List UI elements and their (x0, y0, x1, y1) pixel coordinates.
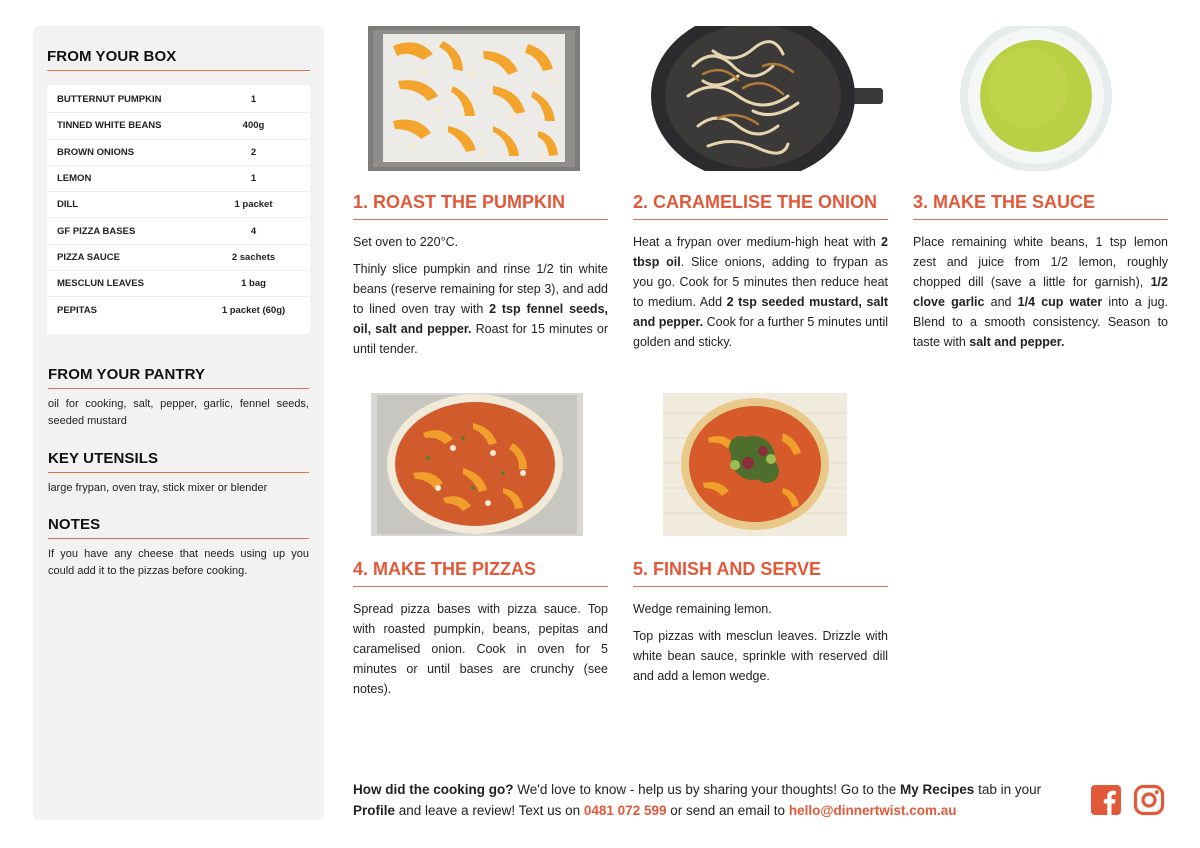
pantry-section (48, 366, 309, 430)
footer-text: tab in your (974, 782, 1042, 797)
step-4-text: Spread pizza bases with pizza sauce. Top with roasted pumpkin, beans, pepitas and caramelised onion. Cook in oven for 5 minutes or until bases are crunchy (see notes). (353, 602, 608, 696)
step-4 (353, 393, 608, 706)
step-5-text: Wedge remaining lemon. (633, 602, 772, 616)
ingredient-qty: 2 sachets (231, 251, 276, 263)
ingredient-name: LEMON (57, 173, 92, 185)
ingredient-qty: 400g (242, 120, 265, 132)
utensils-title: KEY UTENSILS (48, 450, 309, 473)
ingredient-row (47, 166, 310, 192)
step-4-body (353, 599, 608, 699)
sidebar (33, 26, 324, 820)
email-link[interactable]: hello@dinnertwist.com.au (788, 803, 957, 818)
step-1-text: Set oven to 220°C. (353, 235, 459, 249)
feedback-footer (353, 779, 1073, 821)
step-4-title: 4. MAKE THE PIZZAS (353, 559, 608, 587)
footer-text: and leave a review! Text us on (395, 803, 584, 818)
caramelise-onion-photo (633, 26, 888, 171)
utensils-section (48, 450, 309, 497)
step-5-body (633, 599, 888, 686)
pantry-title: FROM YOUR PANTRY (48, 366, 309, 389)
ingredient-row (47, 297, 310, 323)
ingredient-name: TINNED WHITE BEANS (57, 120, 162, 132)
ingredient-name: DILL (57, 199, 79, 211)
step-3-title: 3. MAKE THE SAUCE (913, 192, 1168, 220)
step-5-title: 5. FINISH AND SERVE (633, 559, 888, 587)
make-pizzas-photo (353, 393, 608, 536)
instagram-icon[interactable] (1133, 784, 1167, 818)
my-recipes-link[interactable]: My Recipes (900, 782, 975, 797)
pantry-text: oil for cooking, salt, pepper, garlic, fennel seeds, seeded mustard (48, 398, 309, 427)
footer-text: or send an email to (666, 803, 789, 818)
step-3 (913, 26, 1168, 359)
step-1 (353, 26, 608, 366)
utensils-text: large frypan, oven tray, stick mixer or blender (48, 482, 268, 494)
roast-pumpkin-photo (353, 26, 608, 171)
ingredient-row (47, 245, 310, 271)
ingredient-qty: 2 (250, 146, 257, 158)
ingredient-name: PEPITAS (57, 305, 97, 317)
ingredient-qty: 1 packet (234, 199, 273, 211)
ingredient-row (47, 271, 310, 297)
make-sauce-photo (913, 26, 1168, 171)
phone-link[interactable]: 0481 072 599 (583, 803, 667, 818)
ingredient-name: PIZZA SAUCE (57, 251, 120, 263)
step-2 (633, 26, 888, 359)
ingredient-row (47, 140, 310, 166)
ingredient-qty: 1 (250, 94, 257, 106)
step-2-text: Heat a frypan over medium-high heat with 2 tbsp oil. Slice onions, adding to frypan as you go. Cook for 5 minutes then reduce heat to medium. Add 2 tsp seeded mustard, salt and pepper. Cook for a further 5 minutes until golden and sticky. (633, 235, 889, 349)
ingredient-row (47, 192, 310, 218)
notes-title: NOTES (48, 516, 309, 539)
ingredient-qty: 1 (250, 173, 257, 185)
ingredient-row (47, 218, 310, 244)
notes-text: If you have any cheese that needs using up you could add it to the pizzas before cooking. (48, 548, 309, 577)
from-your-box-section (47, 48, 310, 334)
finish-serve-photo (633, 393, 888, 536)
ingredient-name: GF PIZZA BASES (57, 225, 136, 237)
footer-text: We'd love to know - help us by sharing your thoughts! Go to the (513, 782, 901, 797)
step-2-title: 2. CARAMELISE THE ONION (633, 192, 888, 220)
step-3-body (913, 232, 1168, 352)
ingredient-row (47, 113, 310, 139)
ingredients-table (47, 85, 310, 334)
ingredient-qty: 4 (250, 225, 257, 237)
ingredient-qty: 1 packet (60g) (221, 305, 286, 317)
step-1-body (353, 232, 608, 359)
step-1-title: 1. ROAST THE PUMPKIN (353, 192, 608, 220)
ingredient-name: MESCLUN LEAVES (57, 278, 144, 290)
ingredient-name: BROWN ONIONS (57, 146, 135, 158)
step-2-body (633, 232, 888, 352)
step-3-text: Place remaining white beans, 1 tsp lemon zest and juice from 1/2 lemon, roughly chopped dill (save a little for garnish), 1/2 clove garlic and 1/4 cup water into a jug. Blend to a smooth consistency. Season to taste with salt and pepper. (913, 235, 1168, 349)
facebook-icon[interactable] (1090, 784, 1124, 818)
from-your-box-title: FROM YOUR BOX (47, 48, 310, 71)
step-5-text: Top pizzas with mesclun leaves. Drizzle with white bean sauce, sprinkle with reserved dill and add a lemon wedge. (633, 629, 888, 683)
step-5 (633, 393, 888, 693)
ingredient-row (47, 87, 310, 113)
step-1-text: Thinly slice pumpkin and rinse 1/2 tin white beans (reserve remaining for step 3), and add to lined oven tray with 2 tsp fennel seeds, oil, salt and pepper. Roast for 15 minutes or until tender. (353, 262, 608, 356)
notes-section (48, 516, 309, 580)
ingredient-qty: 1 bag (241, 278, 266, 290)
feedback-question: How did the cooking go? (353, 782, 514, 797)
ingredient-name: BUTTERNUT PUMPKIN (57, 94, 162, 106)
profile-link[interactable]: Profile (353, 803, 396, 818)
